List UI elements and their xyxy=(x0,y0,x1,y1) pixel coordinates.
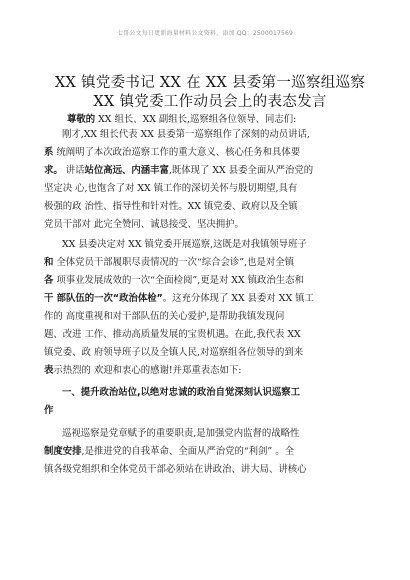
para1-line-3: 求。 讲话站位高远、内涵丰富,既体现了 XX 县委全面从严治党的 xyxy=(44,165,314,176)
paragraph-3 xyxy=(44,425,374,479)
section-heading-1 xyxy=(44,384,374,420)
para2-line-2: 和 全体党员干部履职尽责情况的一次“综合会诊”,也是对全镇 xyxy=(44,257,294,268)
salutation xyxy=(67,113,296,127)
salutation-bold: 尊敬的 xyxy=(67,114,96,125)
para2-line-3: 各 项事业发展成效的一次“全面检阅”,更是对 XX 镇政治生态和 xyxy=(44,275,304,286)
paragraph-1 xyxy=(44,126,374,234)
para2-line-4: 干 部队伍的一次“政治体检”。这充分体现了 XX 县委对 XX 镇工 xyxy=(44,293,314,304)
para2-line-6: 题、改进 工作、推动高质量发展的宝贵机遇。在此,我代表 XX xyxy=(44,329,301,340)
para1-line-6: 党员干部对 此完全赞同、诚恳接受、坚决拥护。 xyxy=(44,219,244,230)
para1-line-4: 坚定决 心,也饱含了对 XX 镇工作的深切关怀与殷切期望,具有 xyxy=(44,183,298,194)
para1-line-1: 刚才,XX 组长代表 XX 县委第一巡察组作了深刻的动员讲话, xyxy=(62,129,310,140)
title-line-1: XX 镇党委书记 XX 在 XX 县委第一巡察组巡察 xyxy=(54,75,366,91)
header-watermark-note: 七哥公文每日更新海量材料公文资料，添加 QQ：2500017569 xyxy=(116,30,294,37)
para3-line-2: 制度安排,是推进党的自我革命、全面从严治党的“利剑” 。全 xyxy=(44,446,294,457)
title-line-2: XX 镇党委工作动员会上的表态发言 xyxy=(93,94,327,110)
para2-line-8: 表示热烈的 欢迎和衷心的感谢!并郑重表态如下: xyxy=(44,365,242,376)
para3-line-3: 镇各级党组织和全体党员干部必须站在讲政治、讲大局、讲核心 xyxy=(44,464,307,475)
para1-line-2: 系 统阐明了本次政治巡察工作的重大意义、核心任务和具体要 xyxy=(44,147,301,158)
para2-line-1: XX 县委决定对 XX 镇党委开展巡察,这既是对我镇领导班子 xyxy=(62,239,307,250)
para2-line-7: 镇党委、政 府领导班子以及全镇人民,对巡察组各位领导的到来 xyxy=(44,347,304,358)
salutation-text: XX 组长、XX 副组长,巡察组各位领导、同志们: xyxy=(95,114,297,125)
para2-line-5: 作的 高度重视和对干部队伍的关心爱护,是帮助我镇发现问 xyxy=(44,311,285,322)
paragraph-2 xyxy=(44,236,374,380)
section1-heading-line-1: 一、提升政治站位,以绝对忠诚的政治自觉深刻认识巡察工 xyxy=(62,387,300,398)
document-title xyxy=(44,74,376,112)
para1-line-5: 极强的政 治性、指导性和针对性。XX 镇党委、政府以及全镇 xyxy=(44,201,298,212)
para3-line-1: 巡视巡察是党章赋予的重要职责,是加强党内监督的战略性 xyxy=(62,428,300,439)
section1-heading-line-2: 作 xyxy=(44,405,54,416)
